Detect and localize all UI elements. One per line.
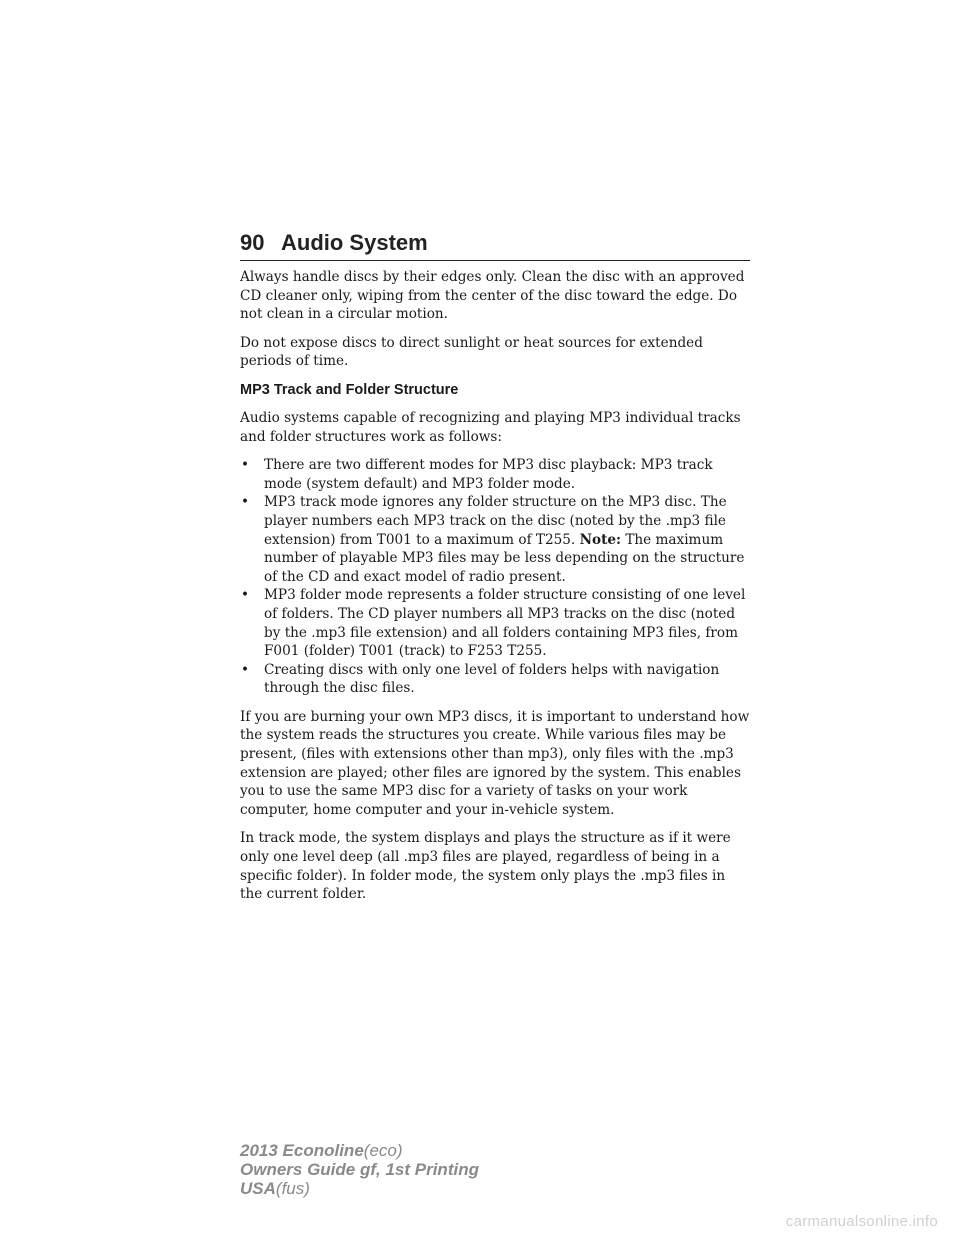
bullet-icon: • bbox=[241, 457, 250, 474]
mp3-bullet-list bbox=[240, 456, 750, 698]
disc-sunlight-paragraph: Do not expose discs to direct sunlight or heat sources for extended periods of time. bbox=[240, 334, 703, 370]
bullet-icon: • bbox=[241, 661, 250, 678]
disc-handling-paragraph: Always handle discs by their edges only. Clean the disc with an approved CD cleaner only, wiping from the center of the disc toward the edge. Do not clean in a circular motion. bbox=[240, 269, 745, 323]
bullet-icon: • bbox=[241, 494, 250, 511]
page-number: 90 bbox=[240, 230, 265, 255]
note-label: Note: bbox=[579, 531, 622, 548]
bullet-text: MP3 folder mode represents a folder structure consisting of one level of folders. The CD player numbers all MP3 tracks on the disc (noted by the .mp3 file extension) and all folders containing MP3 files, from F001 (folder) T001 (track) to F253 T255. bbox=[264, 587, 746, 660]
document-footer bbox=[240, 1141, 479, 1198]
footer-guide: Owners Guide gf, 1st Printing bbox=[240, 1160, 479, 1179]
list-item bbox=[240, 661, 750, 698]
site-watermark: carmanualsonline.info bbox=[785, 1213, 938, 1230]
page-header bbox=[240, 228, 750, 261]
section-title: Audio System bbox=[281, 230, 428, 255]
note-text: The maximum number of playable MP3 files may be less depending on the structure of the CD and exact model of radio present. bbox=[264, 531, 745, 585]
bullet-text: There are two different modes for MP3 disc playback: MP3 track mode (system default) and MP3 folder mode. bbox=[264, 457, 713, 492]
footer-guide-line bbox=[240, 1160, 479, 1179]
bullet-icon: • bbox=[241, 587, 250, 604]
bullet-text: Creating discs with only one level of folders helps with navigation through the disc files. bbox=[264, 661, 720, 697]
page-content bbox=[240, 268, 750, 914]
mp3-intro-paragraph: Audio systems capable of recognizing and playing MP3 individual tracks and folder structures work as follows: bbox=[240, 409, 741, 445]
track-mode-paragraph: In track mode, the system displays and plays the structure as if it were only one level deep (all .mp3 files are played, regardless of being in a specific folder). In folder mode, the system only plays the .mp3 files in the current folder. bbox=[240, 830, 731, 903]
list-item bbox=[240, 493, 750, 586]
burning-discs-paragraph: If you are burning your own MP3 discs, it is important to understand how the system reads the structures you create. While various files may be present, (files with extensions other than mp3), only files with the .mp3 extension are played; other files are ignored by the system. This enables you to use the same MP3 disc for a variety of tasks on your work computer, home computer and your in-vehicle system. bbox=[240, 708, 750, 818]
bullet-text: MP3 track mode ignores any folder structure on the MP3 disc. The player numbers each MP3 track on the disc (noted by the .mp3 file extension) from T001 to a maximum of T255. bbox=[264, 494, 727, 548]
footer-region: USA bbox=[240, 1179, 276, 1198]
footer-model-code: (eco) bbox=[363, 1141, 403, 1160]
list-item bbox=[240, 456, 750, 493]
list-item bbox=[240, 586, 750, 660]
footer-region-line bbox=[240, 1179, 479, 1198]
mp3-structure-heading: MP3 Track and Folder Structure bbox=[240, 381, 459, 398]
footer-region-code: (fus) bbox=[275, 1179, 310, 1198]
footer-model-line bbox=[240, 1141, 479, 1160]
footer-model: 2013 Econoline bbox=[240, 1141, 364, 1160]
